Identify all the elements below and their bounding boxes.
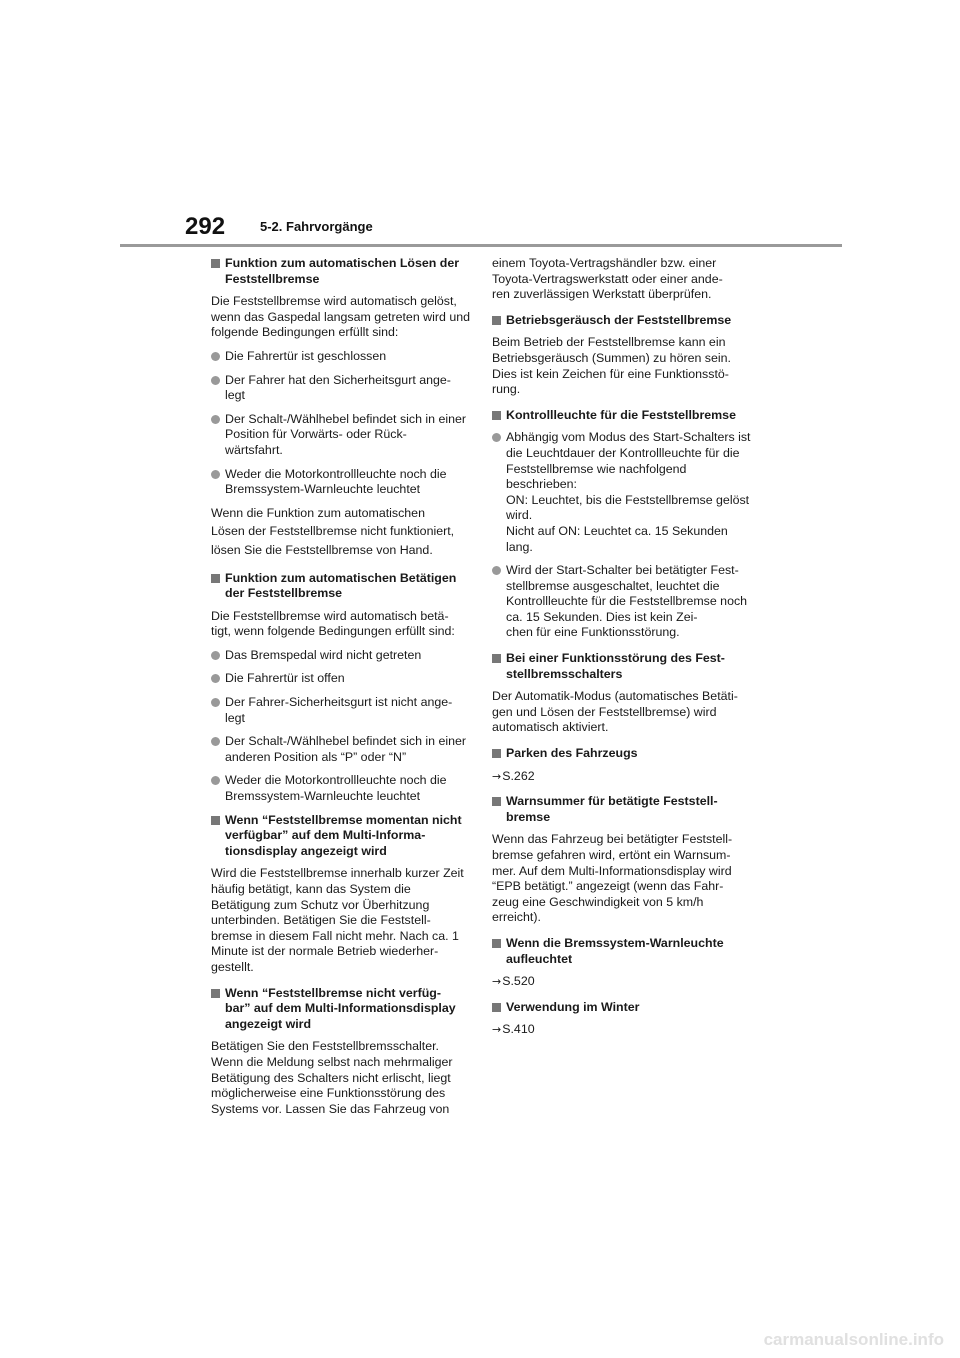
heading-not-available: Wenn “Feststellbremse nicht verfüg- bar” auf dem Multi-Informationsdisplay angezeigt wird <box>211 986 473 1033</box>
heading-switch-malfunction: Bei einer Funktionsstörung des Fest- stellbremsschalters <box>492 651 754 682</box>
heading-temporarily-unavailable: Wenn “Feststellbremse momentan nicht verfügbar” auf dem Multi-Informa- tionsdisplay angezeigt wird <box>211 813 473 860</box>
left-column <box>211 256 473 1125</box>
round-bullet-icon <box>211 674 220 683</box>
right-column <box>492 256 754 1048</box>
square-bullet-icon <box>492 1003 501 1012</box>
page-header <box>0 0 960 250</box>
heading-operating-noise: Betriebsgeräusch der Feststellbremse <box>492 313 754 329</box>
watermark: carmanualsonline.info <box>763 1330 944 1349</box>
list-item: Der Schalt-/Wählhebel befindet sich in einer anderen Position als “P” oder “N” <box>211 734 473 765</box>
square-bullet-icon <box>211 989 220 998</box>
square-bullet-icon <box>492 411 501 420</box>
round-bullet-icon <box>211 698 220 707</box>
square-bullet-icon <box>211 574 220 583</box>
arrow-right-icon: → <box>492 1023 502 1037</box>
list-item: Das Bremspedal wird nicht getreten <box>211 648 473 664</box>
round-bullet-icon <box>211 415 220 424</box>
round-bullet-icon <box>492 566 501 575</box>
paragraph: Betätigen Sie den Feststellbremsschalter. Wenn die Meldung selbst nach mehrmaliger Betätigung des Schalters nicht erlischt, liegt möglicherweise eine Funktionsstörung des Systems vor. Lassen Sie das Fahrzeug von <box>211 1039 453 1116</box>
list-item: Wird der Start-Schalter bei betätigter Fest- stellbremse ausgeschaltet, leuchtet die Kontrollleuchte für die Feststellbremse noch ca. 15 Sekunden. Dies ist kein Zei- chen für eine Funktionsstörung. <box>492 563 754 641</box>
heading-auto-apply: Funktion zum automatischen Betätigen der Feststellbremse <box>211 571 473 602</box>
square-bullet-icon <box>492 654 501 663</box>
paragraph: lösen Sie die Feststellbremse von Hand. <box>211 542 433 557</box>
square-bullet-icon <box>492 797 501 806</box>
heading-parking: Parken des Fahrzeugs <box>492 746 754 762</box>
paragraph: einem Toyota-Vertragshändler bzw. einer Toyota-Vertragswerkstatt oder einer ande- ren zuverlässigen Werkstatt überprüfen. <box>492 256 723 302</box>
list-item: Abhängig vom Modus des Start-Schalters ist die Leuchtdauer der Kontrollleuchte für die Feststellbremse wie nachfolgend beschrieben: ON: Leuchtet, bis die Feststellbremse gelöst wird. Nicht auf ON: Leuchtet ca. 15 Sekunden lang. <box>492 430 754 555</box>
list-item: Der Fahrer-Sicherheitsgurt ist nicht ange- legt <box>211 695 473 726</box>
list-item: Der Fahrer hat den Sicherheitsgurt ange- legt <box>211 373 473 404</box>
heading-brake-warning-light: Wenn die Bremssystem-Warnleuchte aufleuchtet <box>492 936 754 967</box>
paragraph: Wenn das Fahrzeug bei betätigter Feststell- bremse gefahren wird, ertönt ein Warnsum- mer. Auf dem Multi-Informationsdisplay wird “EPB betätigt.” angezeigt (wenn das Fahr- zeug eine Geschwindigkeit von 5 km/h erreicht). <box>492 832 733 925</box>
heading-indicator-light: Kontrollleuchte für die Feststellbremse <box>492 408 754 424</box>
section-title: 5-2. Fahrvorgänge <box>260 219 373 234</box>
square-bullet-icon <box>211 259 220 268</box>
arrow-right-icon: → <box>492 769 502 783</box>
arrow-right-icon: → <box>492 975 502 989</box>
paragraph: Die Feststellbremse wird automatisch betä- tigt, wenn folgende Bedingungen erfüllt sind: <box>211 608 455 639</box>
paragraph: Die Feststellbremse wird automatisch gelöst, wenn das Gaspedal langsam getreten wird und folgende Bedingungen erfüllt sind: <box>211 294 470 340</box>
round-bullet-icon <box>211 352 220 361</box>
square-bullet-icon <box>492 316 501 325</box>
heading-auto-release: Funktion zum automatischen Lösen der Feststellbremse <box>211 256 473 287</box>
list-item: Weder die Motorkontrollleuchte noch die Bremssystem-Warnleuchte leuchtet <box>211 467 473 498</box>
heading-winter-use: Verwendung im Winter <box>492 1000 754 1016</box>
square-bullet-icon <box>492 749 501 758</box>
paragraph: Beim Betrieb der Feststellbremse kann ein Betriebsgeräusch (Summen) zu hören sein. Dies ist kein Zeichen für eine Funktionsstö- rung. <box>492 335 731 397</box>
paragraph: Lösen der Feststellbremse nicht funktioniert, <box>211 524 455 539</box>
square-bullet-icon <box>211 816 220 825</box>
list-item: Die Fahrertür ist offen <box>211 671 473 687</box>
round-bullet-icon <box>211 737 220 746</box>
round-bullet-icon <box>492 433 501 442</box>
cross-reference-link[interactable]: →S.262 <box>492 768 535 783</box>
header-divider <box>120 244 842 247</box>
page-number: 292 <box>185 213 226 240</box>
round-bullet-icon <box>211 776 220 785</box>
cross-reference-link[interactable]: →S.520 <box>492 974 535 989</box>
list-item: Die Fahrertür ist geschlossen <box>211 349 473 365</box>
square-bullet-icon <box>492 939 501 948</box>
round-bullet-icon <box>211 470 220 479</box>
paragraph: Wenn die Funktion zum automatischen <box>211 505 425 520</box>
round-bullet-icon <box>211 651 220 660</box>
round-bullet-icon <box>211 376 220 385</box>
paragraph: Wird die Feststellbremse innerhalb kurzer Zeit häufig betätigt, kann das System die Betätigung zum Schutz vor Überhitzung unterbinden. Betätigen Sie die Feststell- bremse in diesem Fall nicht mehr. Nach ca. 1 Minute ist der normale Betrieb wiederher- gestellt. <box>211 866 464 974</box>
list-item: Weder die Motorkontrollleuchte noch die Bremssystem-Warnleuchte leuchtet <box>211 773 473 804</box>
list-item: Der Schalt-/Wählhebel befindet sich in einer Position für Vorwärts- oder Rück- wärtsfahrt. <box>211 412 473 459</box>
paragraph: Der Automatik-Modus (automatisches Betäti- gen und Lösen der Feststellbremse) wird automatisch aktiviert. <box>492 689 738 735</box>
heading-warning-buzzer: Warnsummer für betätigte Feststell- bremse <box>492 794 754 825</box>
cross-reference-link[interactable]: →S.410 <box>492 1022 535 1037</box>
